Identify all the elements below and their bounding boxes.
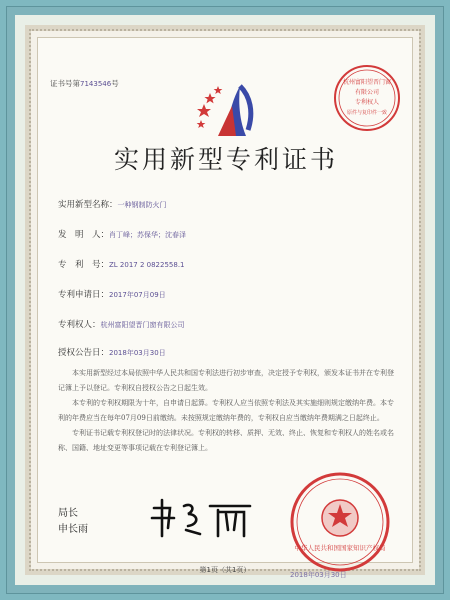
field-patent-number — [58, 258, 185, 270]
seal-text: 中华人民共和国国家知识产权局 — [294, 544, 386, 552]
national-seal-icon — [288, 470, 392, 574]
body-paragraph-3: 专利证书记载专利权登记时的法律状况。专利权的转移、质押、无效、终止、恢复和专利权人的姓名或名称、国籍、地址变更等事项记载在专利登记簿上。 — [58, 429, 394, 452]
filing-date-value: 2017年07月09日 — [109, 291, 166, 299]
seal-date: 2018年03月30日 — [290, 571, 347, 579]
patentee-value: 杭州富阳望晋门窗有限公司 — [100, 321, 185, 329]
grant-date-value: 2018年03月30日 — [109, 349, 166, 357]
certificate-body — [58, 366, 394, 456]
director-title: 局长 — [58, 508, 78, 519]
director-name: 申长雨 — [58, 524, 88, 535]
field-inventor — [58, 228, 186, 240]
number-prefix: 证书号第 — [50, 79, 80, 88]
field-filing-date — [58, 288, 166, 300]
page-footer: 第1页（共1页） — [199, 566, 251, 574]
stamp-line-2: 有限公司 — [354, 89, 380, 96]
field-patentee — [58, 318, 185, 330]
stamp-line-1: 杭州富阳望晋门窗 — [342, 79, 392, 86]
patent-number-label: 专 利 号： — [58, 260, 110, 270]
filing-date-label: 专利申请日： — [58, 290, 110, 300]
field-utility-name — [58, 198, 167, 210]
inventor-label: 发 明 人： — [58, 230, 110, 240]
utility-name-label: 实用新型名称： — [58, 200, 118, 210]
number-suffix: 号 — [111, 79, 119, 88]
number-value: 7143546 — [80, 80, 112, 88]
body-paragraph-1: 本实用新型经过本局依照中华人民共和国专利法进行初步审查，决定授予专利权，颁发本证书并在专利登记簿上予以登记。专利权自授权公告之日起生效。 — [58, 369, 394, 392]
grant-date-label: 授权公告日： — [58, 348, 110, 358]
stamp-line-4: 原件与复印件一致 — [346, 110, 388, 116]
body-paragraph-2: 本专利的专利权期限为十年，自申请日起算。专利权人应当依照专利法及其实施细则规定缴纳年费。本专利的年费应当在每年07月09日前缴纳。未按照规定缴纳年费的，专利权自应当缴纳年费期满之日起终止。 — [58, 399, 394, 422]
outer-frame — [6, 6, 444, 594]
stamp-line-3: 专利权人 — [354, 99, 380, 106]
patent-number-value: ZL 2017 2 0822558.1 — [109, 261, 185, 269]
director-signature-icon — [148, 496, 258, 540]
cnipa-logo-icon — [188, 78, 270, 138]
patentee-label: 专利权人： — [58, 320, 101, 330]
certificate-title: 实用新型专利证书 — [113, 145, 338, 174]
utility-name-value: 一种钢制防火门 — [117, 201, 167, 209]
inventor-value: 肖丁峰；苏保华；沈春泽 — [109, 231, 187, 239]
field-grant-date — [58, 346, 166, 358]
company-stamp-icon — [331, 62, 403, 134]
certificate-number — [50, 78, 119, 89]
inner-mat — [15, 15, 435, 585]
